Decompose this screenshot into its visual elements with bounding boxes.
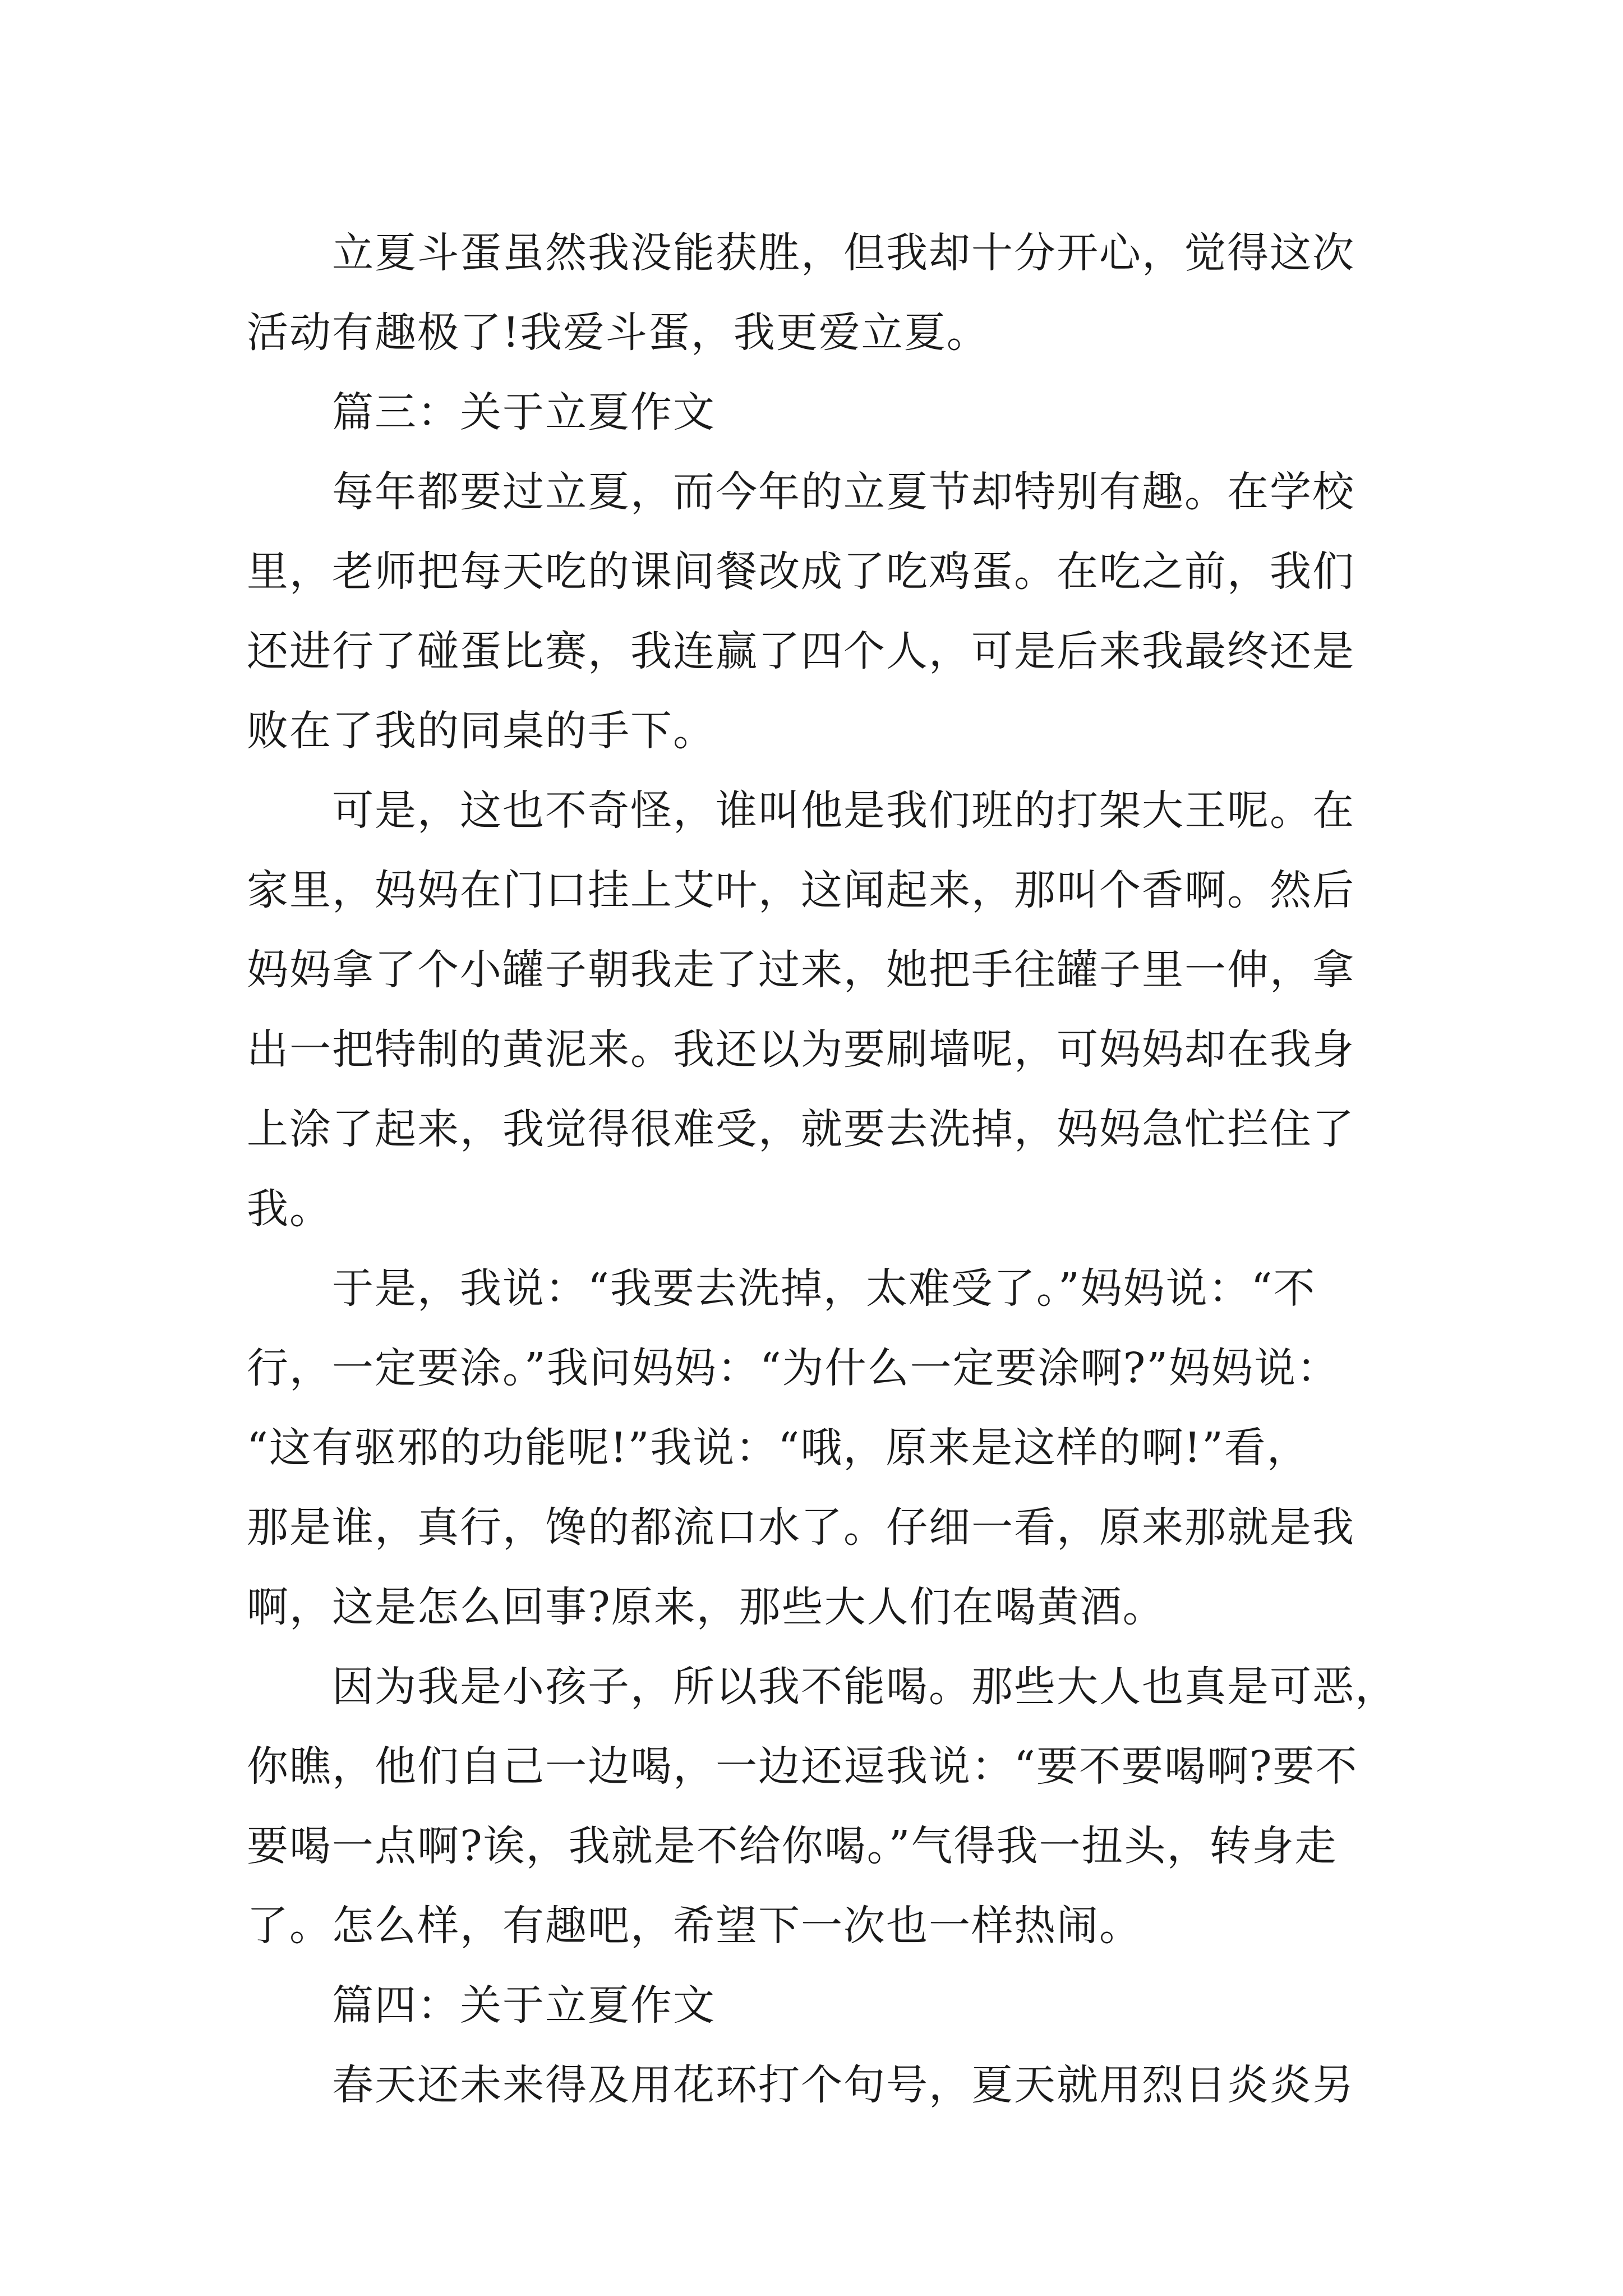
- text-line: 出一把特制的黄泥来。我还以为要刷墙呢，可妈妈却在我身: [247, 1025, 1355, 1074]
- text-line: 里，老师把每天吃的课间餐改成了吃鸡蛋。在吃之前，我们: [247, 547, 1355, 596]
- text-line: 每年都要过立夏，而今年的立夏节却特别有趣。在学校: [247, 468, 1355, 516]
- section-heading: 篇四：关于立夏作文: [247, 1981, 716, 2030]
- text-line: 行，一定要涂。”我问妈妈：“为什么一定要涂啊?”妈妈说：: [247, 1344, 1340, 1392]
- text-line: 那是谁，真行，馋的都流口水了。仔细一看，原来那就是我: [247, 1503, 1355, 1552]
- text-line: “这有驱邪的功能呢!”我说：“哦，原来是这样的啊!”看，: [247, 1424, 1310, 1472]
- text-line: 妈妈拿了个小罐子朝我走了过来，她把手往罐子里一伸，拿: [247, 946, 1355, 994]
- text-line: 立夏斗蛋虽然我没能获胜，但我却十分开心，觉得这次: [247, 229, 1355, 277]
- text-line: 了。怎么样，有趣吧，希望下一次也一样热闹。: [247, 1902, 1142, 1950]
- text-line: 你瞧，他们自己一边喝，一边还逗我说：“要不要喝啊?要不: [247, 1742, 1358, 1791]
- text-line: 啊，这是怎么回事?原来，那些大人们在喝黄酒。: [247, 1583, 1165, 1631]
- text-body: [247, 213, 1436, 2125]
- text-line: 还进行了碰蛋比赛，我连赢了四个人，可是后来我最终还是: [247, 627, 1355, 675]
- text-line: 家里，妈妈在门口挂上艾叶，这闻起来，那叫个香啊。然后: [247, 866, 1355, 914]
- text-line: 我。: [247, 1185, 332, 1233]
- text-line: 因为我是小孩子，所以我不能喝。那些大人也真是可恶，: [247, 1663, 1398, 1711]
- text-line: 于是，我说：“我要去洗掉，太难受了。”妈妈说：“不: [247, 1264, 1316, 1313]
- section-heading: 篇三：关于立夏作文: [247, 388, 716, 436]
- text-line: 可是，这也不奇怪，谁叫他是我们班的打架大王呢。在: [247, 786, 1355, 835]
- text-line: 要喝一点啊?诶，我就是不给你喝。”气得我一扭头，转身走: [247, 1822, 1338, 1870]
- text-line: 败在了我的同桌的手下。: [247, 707, 716, 755]
- text-line: 活动有趣极了!我爱斗蛋，我更爱立夏。: [247, 309, 989, 357]
- text-line: 春天还未来得及用花环打个句号，夏天就用烈日炎炎另: [247, 2061, 1355, 2109]
- text-line: 上涂了起来，我觉得很难受，就要去洗掉，妈妈急忙拦住了: [247, 1105, 1355, 1153]
